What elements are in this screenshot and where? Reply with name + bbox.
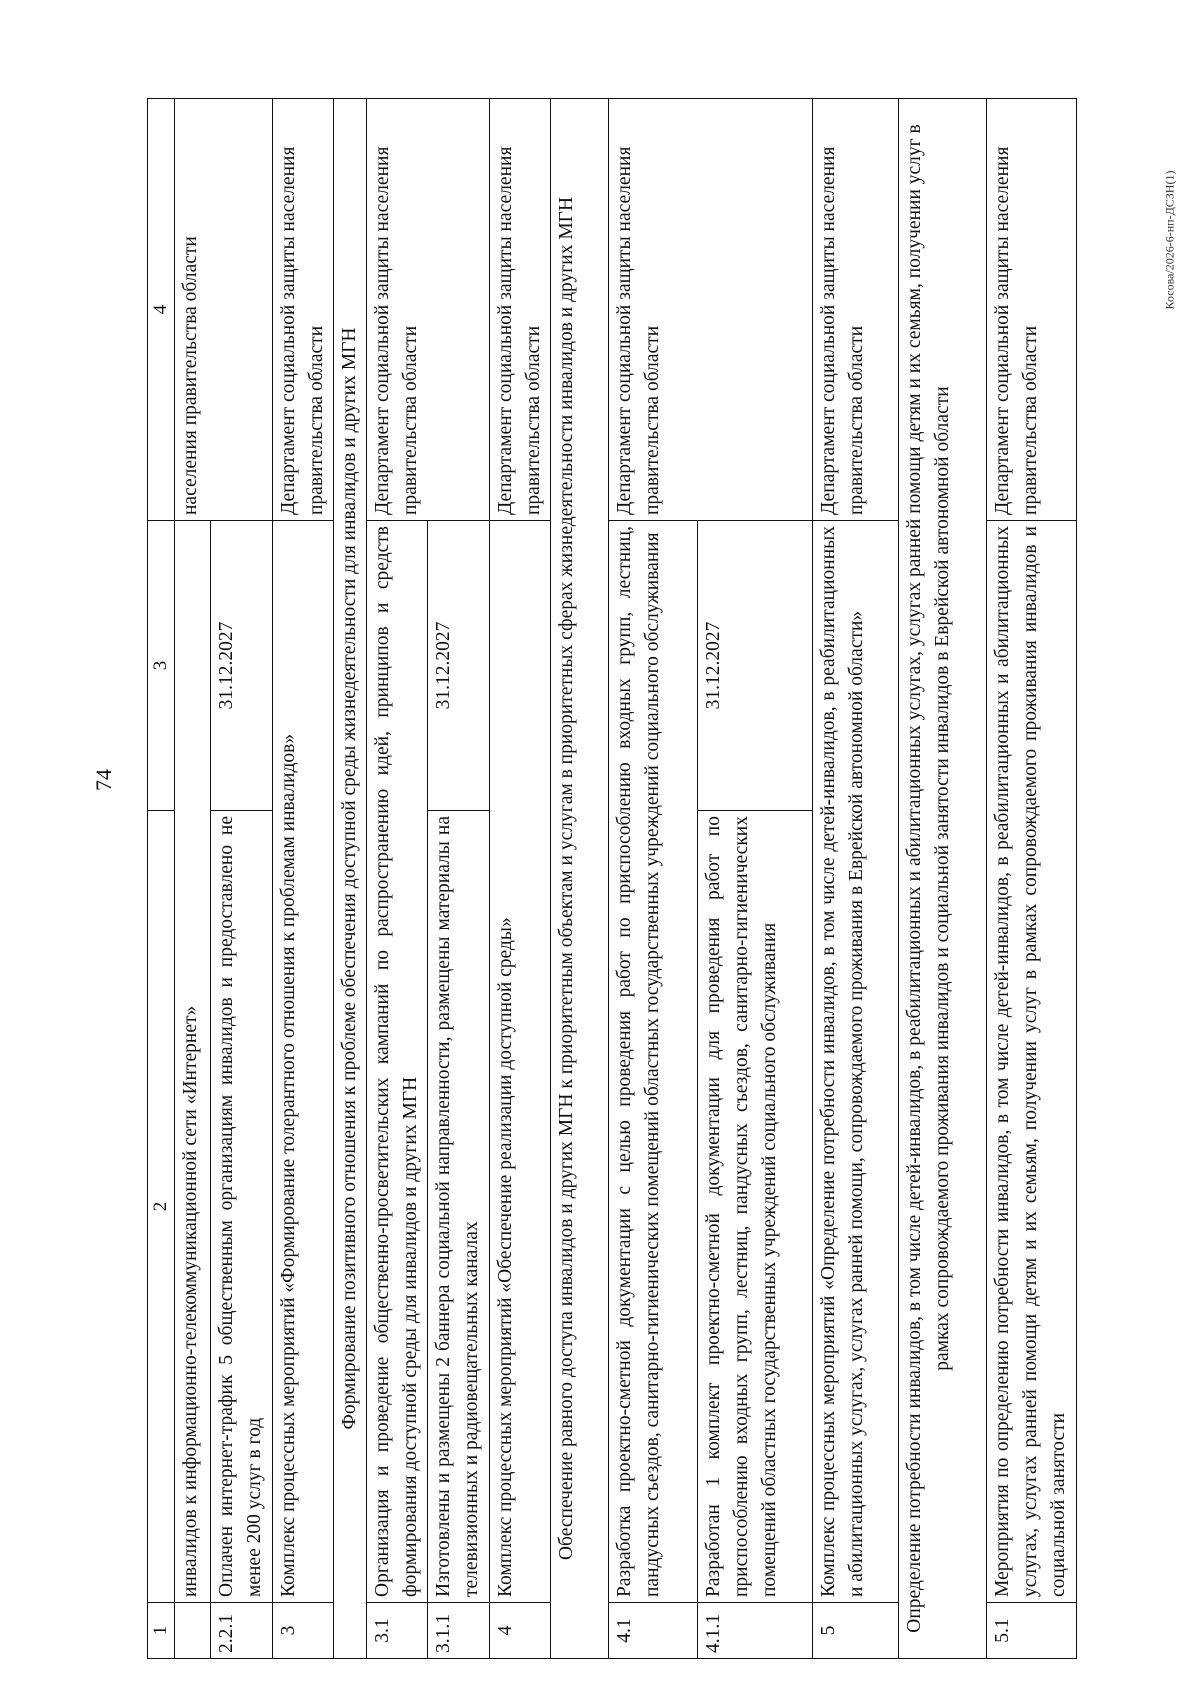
row-executor: Департамент социальной защиты населения правительства области bbox=[812, 99, 898, 521]
page-number: 74 bbox=[91, 769, 116, 791]
row-text: Организация и проведение общественно-просветительских кампаний по распространению идей, принципов и средств формирования доступной среды для инвалидов и других МГН bbox=[367, 521, 428, 1603]
col-header-3: 3 bbox=[148, 521, 175, 811]
row-num: 4.1.1 bbox=[697, 1603, 812, 1659]
col-header-4: 4 bbox=[148, 99, 175, 521]
table-row bbox=[175, 99, 211, 1659]
row-executor: Департамент социальной защиты населения правительства области bbox=[272, 99, 333, 521]
table-row bbox=[367, 99, 428, 1659]
row-text: Комплекс процессных мероприятий «Формирование толерантного отношения к проблемам инвалидов» bbox=[272, 521, 333, 1603]
row-date: 31.12.2027 bbox=[211, 521, 272, 811]
row-num: 3 bbox=[272, 1603, 333, 1659]
activities-table bbox=[147, 98, 1077, 1659]
row-executor: Департамент социальной защиты населения правительства области bbox=[609, 99, 812, 521]
section-heading: Определение потребности инвалидов, в том числе детей-инвалидов, в реабилитационных и абилитационных услугах, услугах ранней помощи детям и их семьям, получении услуг в рамках сопровождаемого проживания инвалидов и социальной занятости инвалидов в Еврейской автономной области bbox=[898, 99, 986, 1659]
table-row bbox=[272, 99, 333, 1659]
row-text: Оплачен интернет-трафик 5 общественным организациям инвалидов и предоставлено не менее 200 услуг в год bbox=[211, 811, 272, 1603]
section-heading: Формирование позитивного отношения к проблеме обеспечения доступной среды жизнедеятельности для инвалидов и других МГН bbox=[333, 99, 366, 1659]
row-date: 31.12.2027 bbox=[697, 521, 812, 811]
row-num: 3.1 bbox=[367, 1603, 428, 1659]
row-num bbox=[175, 1603, 211, 1659]
table-row bbox=[812, 99, 898, 1659]
table-row bbox=[489, 99, 550, 1659]
table-row bbox=[987, 99, 1077, 1659]
row-text: Комплекс процессных мероприятий «Определение потребности инвалидов, в том числе детей-инвалидов, в реабилитационных и абилитационных услугах, услугах ранней помощи, сопровождаемого проживания в Еврейской автономной области» bbox=[812, 521, 898, 1603]
row-text: Мероприятия по определению потребности инвалидов, в том числе детей-инвалидов, в реабилитационных и абилитационных услугах, услугах ранней помощи детям и их семьям, получении услуг в рамках сопровождаемого проживания инвалидов и социальной занятости bbox=[987, 521, 1077, 1603]
row-num: 5.1 bbox=[987, 1603, 1077, 1659]
section-row bbox=[898, 99, 986, 1659]
section-heading: Обеспечение равного доступа инвалидов и других МГН к приоритетным объектам и услугам в приоритетных сферах жизнедеятельности инвалидов и других МГН bbox=[551, 99, 609, 1659]
row-executor: Департамент социальной защиты населения правительства области bbox=[987, 99, 1077, 521]
document-registration-note: Косова/2026-6-нп-ДСЗН(1) bbox=[1162, 170, 1177, 310]
section-row bbox=[333, 99, 366, 1659]
row-text: Разработка проектно-сметной документации с целью проведения работ по приспособлению входных групп, лестниц, пандусных съездов, санитарно-гигиенических помещений областных государственных учреждений социального обслуживания bbox=[609, 521, 697, 1603]
row-date: 31.12.2027 bbox=[428, 521, 489, 811]
table-row bbox=[609, 99, 697, 1659]
section-row bbox=[551, 99, 609, 1659]
col-header-1: 1 bbox=[148, 1603, 175, 1659]
rotated-table-container bbox=[147, 99, 1077, 1659]
row-executor: Департамент социальной защиты населения правительства области bbox=[489, 99, 550, 521]
row-num: 3.1.1 bbox=[428, 1603, 489, 1659]
row-num: 4.1 bbox=[609, 1603, 697, 1659]
row-num: 2.2.1 bbox=[211, 1603, 272, 1659]
row-text: Комплекс процессных мероприятий «Обеспечение реализации доступной среды» bbox=[489, 521, 550, 1603]
row-num: 4 bbox=[489, 1603, 550, 1659]
header-row bbox=[148, 99, 175, 1659]
row-text: инвалидов к информационно-телекоммуникационной сети «Интернет» bbox=[180, 1005, 202, 1597]
row-executor: Департамент социальной защиты населения правительства области bbox=[367, 99, 490, 521]
row-date bbox=[175, 521, 211, 811]
col-header-2: 2 bbox=[148, 811, 175, 1603]
row-executor: населения правительства области bbox=[175, 99, 273, 521]
row-text: Разработан 1 комплект проектно-сметной документации для проведения работ по приспособлению входных групп, лестниц, пандусных съездов, санитарно-гигиенических помещений областных государственных учреждений социального обслуживания bbox=[697, 811, 812, 1603]
row-num: 5 bbox=[812, 1603, 898, 1659]
row-text: Изготовлены и размещены 2 баннера социальной направленности, размещены материалы на телевизионных и радиовещательных каналах bbox=[428, 811, 489, 1603]
